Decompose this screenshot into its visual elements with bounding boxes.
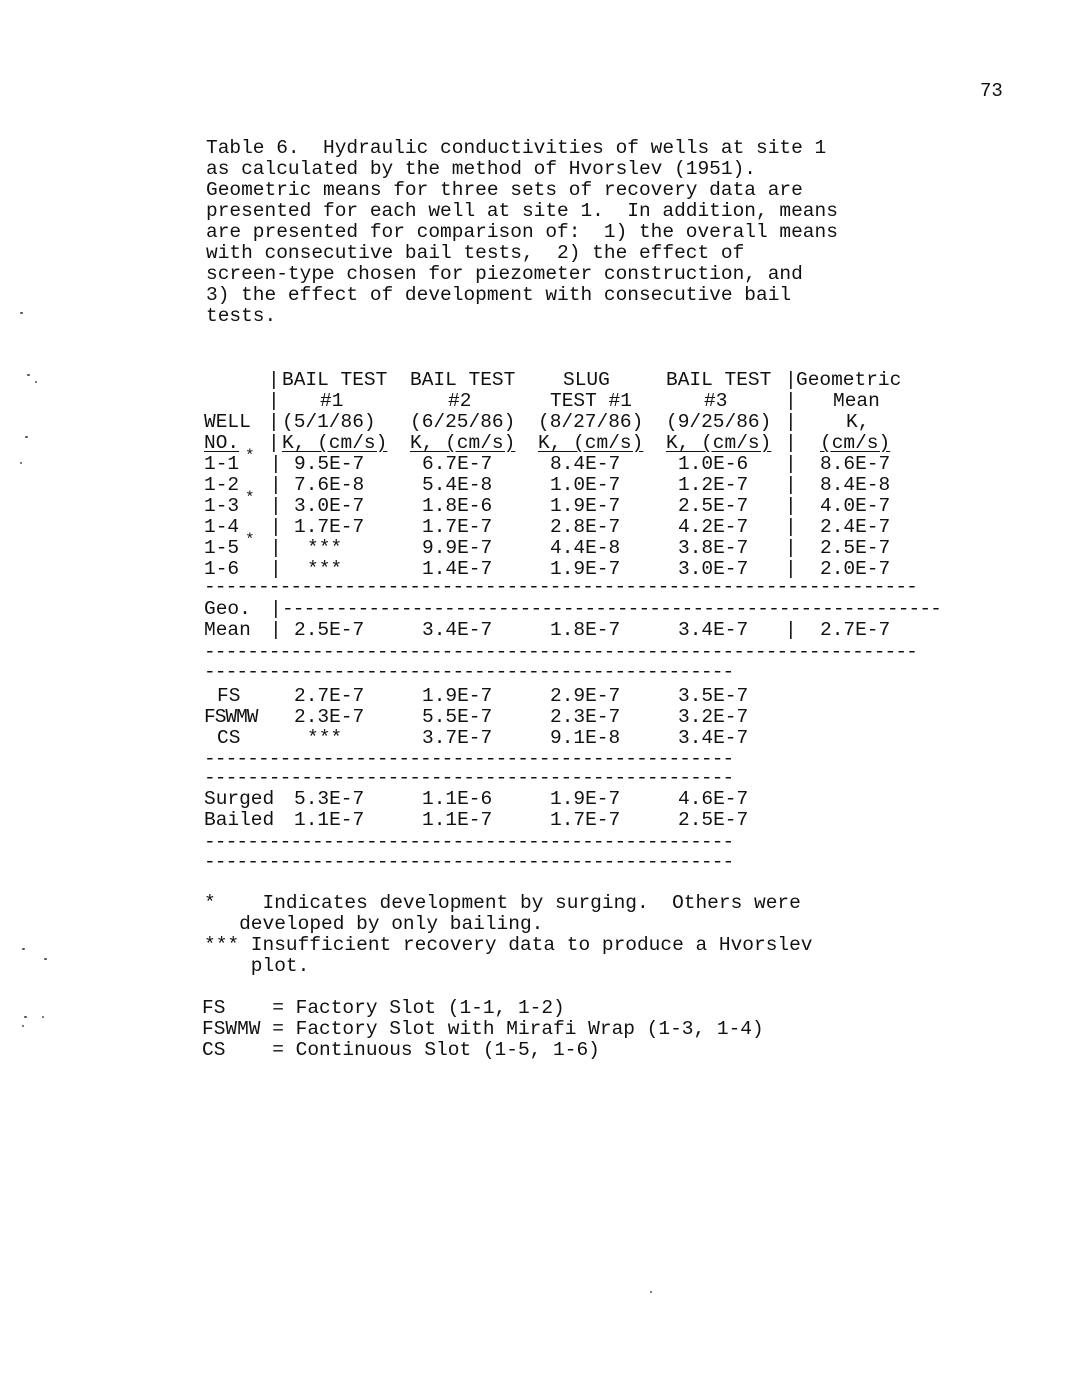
column-bar: | (270, 537, 282, 559)
header-bail2: K, (cm/s) (410, 432, 516, 454)
bail3-value: 4.2E-7 (678, 516, 749, 538)
bail2-value: 3.7E-7 (422, 727, 493, 749)
bail2-value: 5.5E-7 (422, 706, 493, 728)
column-bar: | (270, 516, 282, 538)
bail1-value: *** (307, 558, 343, 580)
scan-speck (22, 948, 25, 950)
bail3-value: 3.5E-7 (678, 685, 749, 707)
slug1-value: 1.0E-7 (550, 474, 621, 496)
footnote-line: developed by only bailing. (204, 913, 544, 935)
scan-speck (20, 312, 23, 314)
column-bar: | (785, 432, 797, 454)
geo-value: 2.4E-7 (820, 516, 891, 538)
bail3-value: 3.0E-7 (678, 558, 749, 580)
footnote-line: plot. (204, 955, 310, 977)
bail1-value: 5.3E-7 (294, 788, 365, 810)
bail1-value: 1.1E-7 (294, 809, 365, 831)
scan-speck (24, 1016, 27, 1018)
header-bail3: #3 (704, 390, 728, 412)
header-geo: K, (846, 411, 870, 433)
column-bar: | (270, 495, 282, 517)
slug1-value: 8.4E-7 (550, 453, 621, 475)
well-id: 1-2 (204, 474, 240, 496)
bail1-value: 9.5E-7 (294, 453, 365, 475)
slug1-mean: 1.8E-7 (550, 619, 621, 641)
bail3-value: 2.5E-7 (678, 495, 749, 517)
geo-mean-label: Geo. (204, 598, 251, 620)
bail2-value: 1.1E-7 (422, 809, 493, 831)
bail2-mean: 3.4E-7 (422, 619, 493, 641)
column-bar: | (270, 619, 282, 641)
bail3-value: 3.4E-7 (678, 727, 749, 749)
bail1-value: 3.0E-7 (294, 495, 365, 517)
column-bar: | (268, 432, 280, 454)
bail3-mean: 3.4E-7 (678, 619, 749, 641)
bail1-mean: 2.5E-7 (294, 619, 365, 641)
scan-speck (44, 958, 47, 960)
scan-speck (25, 436, 28, 438)
bail3-value: 1.0E-6 (678, 453, 749, 475)
slug1-value: 1.9E-7 (550, 558, 621, 580)
column-bar: | (785, 558, 797, 580)
header-bail1: BAIL TEST (282, 369, 388, 391)
bail2-value: 1.4E-7 (422, 558, 493, 580)
geo-mean-label: Mean (204, 619, 251, 641)
caption-line: Geometric means for three sets of recovery data are (206, 179, 803, 201)
bail2-value: 6.7E-7 (422, 453, 493, 475)
footnote-line: *** Insufficient recovery data to produce a Hvorslev (204, 934, 813, 956)
legend-line: CS = Continuous Slot (1-5, 1-6) (202, 1039, 600, 1061)
header-bail2: BAIL TEST (410, 369, 516, 391)
column-bar: | (270, 453, 282, 475)
well-id: 1-4 (204, 516, 240, 538)
bail3-value: 1.2E-7 (678, 474, 749, 496)
header-slug1: K, (cm/s) (538, 432, 644, 454)
scan-speck (35, 381, 37, 383)
development-star: * (245, 531, 255, 549)
well-id: 1-6 (204, 558, 240, 580)
scan-speck (27, 374, 30, 376)
legend-line: FS = Factory Slot (1-1, 1-2) (202, 997, 565, 1019)
column-bar: | (785, 495, 797, 517)
column-bar: | (270, 598, 282, 620)
bail1-value: 7.6E-8 (294, 474, 365, 496)
dashed-rule: ------------------------------------------------- (204, 752, 734, 766)
bail2-value: 9.9E-7 (422, 537, 493, 559)
bail1-value: *** (307, 727, 343, 749)
caption-line: presented for each well at site 1. In addition, means (206, 200, 838, 222)
scan-speck (650, 1291, 652, 1293)
dashed-rule: ------------------------------------------------- (204, 835, 734, 849)
slug1-value: 1.9E-7 (550, 495, 621, 517)
well-id: 1-3 (204, 495, 240, 517)
bail1-value: 2.7E-7 (294, 685, 365, 707)
dashed-rule: ------------------------------------------------------------- (282, 602, 941, 616)
caption-line: are presented for comparison of: 1) the overall means (206, 221, 838, 243)
screen-type: CS (217, 727, 241, 749)
column-bar: | (268, 369, 280, 391)
slug1-value: 2.3E-7 (550, 706, 621, 728)
screen-type: FS (217, 685, 241, 707)
bail2-value: 1.8E-6 (422, 495, 493, 517)
bail2-value: 1.7E-7 (422, 516, 493, 538)
column-bar: | (785, 453, 797, 475)
header-slug1: (8/27/86) (538, 411, 644, 433)
header-bail1: #1 (320, 390, 344, 412)
caption-line: as calculated by the method of Hvorslev (1951). (206, 158, 756, 180)
bail2-value: 1.1E-6 (422, 788, 493, 810)
slug1-value: 4.4E-8 (550, 537, 621, 559)
slug1-value: 1.7E-7 (550, 809, 621, 831)
header-geo: (cm/s) (820, 432, 891, 454)
geo-value: 2.5E-7 (820, 537, 891, 559)
dashed-rule: ------------------------------------------------------------------ (204, 645, 917, 659)
bail3-value: 4.6E-7 (678, 788, 749, 810)
bail1-value: 2.3E-7 (294, 706, 365, 728)
header-bail3: BAIL TEST (666, 369, 772, 391)
header-bail3: (9/25/86) (666, 411, 772, 433)
well-id: 1-1 (204, 453, 240, 475)
development-type: Surged (204, 788, 275, 810)
column-bar: | (785, 619, 797, 641)
column-bar: | (785, 390, 797, 412)
development-type: Bailed (204, 809, 275, 831)
caption-line: with consecutive bail tests, 2) the effect of (206, 242, 745, 264)
geo-value: 2.0E-7 (820, 558, 891, 580)
header-geo: Mean (833, 390, 880, 412)
bail3-value: 3.8E-7 (678, 537, 749, 559)
header-bail3: K, (cm/s) (666, 432, 772, 454)
bail1-value: 1.7E-7 (294, 516, 365, 538)
column-bar: | (785, 474, 797, 496)
header-bail2: #2 (448, 390, 472, 412)
development-star: * (245, 489, 255, 507)
caption-line: screen-type chosen for piezometer construction, and (206, 263, 803, 285)
dashed-rule: ------------------------------------------------- (204, 665, 734, 679)
overall-geo-mean: 2.7E-7 (820, 619, 891, 641)
footnote-line: * Indicates development by surging. Others were (204, 892, 801, 914)
bail3-value: 3.2E-7 (678, 706, 749, 728)
header-bail1: K, (cm/s) (282, 432, 388, 454)
column-bar: | (785, 516, 797, 538)
page-number: 73 (980, 80, 1003, 102)
header-geo: Geometric (796, 369, 902, 391)
screen-type: FSWMW (204, 706, 258, 728)
header-slug1: SLUG (563, 369, 610, 391)
column-bar: | (785, 369, 797, 391)
scan-speck (42, 1016, 44, 1018)
geo-value: 4.0E-7 (820, 495, 891, 517)
bail2-value: 1.9E-7 (422, 685, 493, 707)
dashed-rule: ------------------------------------------------- (204, 771, 734, 785)
well-id: 1-5 (204, 537, 240, 559)
scan-speck (20, 462, 22, 464)
dashed-rule: ------------------------------------------------------------------ (204, 580, 917, 594)
column-bar: | (270, 474, 282, 496)
caption-line: Table 6. Hydraulic conductivities of wells at site 1 (206, 137, 827, 159)
bail3-value: 2.5E-7 (678, 809, 749, 831)
slug1-value: 2.8E-7 (550, 516, 621, 538)
slug1-value: 9.1E-8 (550, 727, 621, 749)
bail2-value: 5.4E-8 (422, 474, 493, 496)
slug1-value: 2.9E-7 (550, 685, 621, 707)
dashed-rule: ------------------------------------------------- (204, 855, 734, 869)
development-star: * (245, 447, 255, 465)
caption-line: 3) the effect of development with consecutive bail (206, 284, 792, 306)
slug1-value: 1.9E-7 (550, 788, 621, 810)
column-bar: | (270, 558, 282, 580)
column-bar: | (785, 537, 797, 559)
header-slug1: TEST #1 (550, 390, 632, 412)
column-bar: | (268, 390, 280, 412)
header-well: WELL (204, 411, 251, 433)
caption-line: tests. (206, 305, 277, 327)
header-bail2: (6/25/86) (410, 411, 516, 433)
header-bail1: (5/1/86) (282, 411, 376, 433)
scan-speck (22, 1025, 24, 1027)
header-well-no: NO. (204, 432, 240, 454)
geo-value: 8.4E-8 (820, 474, 891, 496)
column-bar: | (268, 411, 280, 433)
column-bar: | (785, 411, 797, 433)
geo-value: 8.6E-7 (820, 453, 891, 475)
legend-line: FSWMW = Factory Slot with Mirafi Wrap (1-3, 1-4) (202, 1018, 764, 1040)
bail1-value: *** (307, 537, 343, 559)
